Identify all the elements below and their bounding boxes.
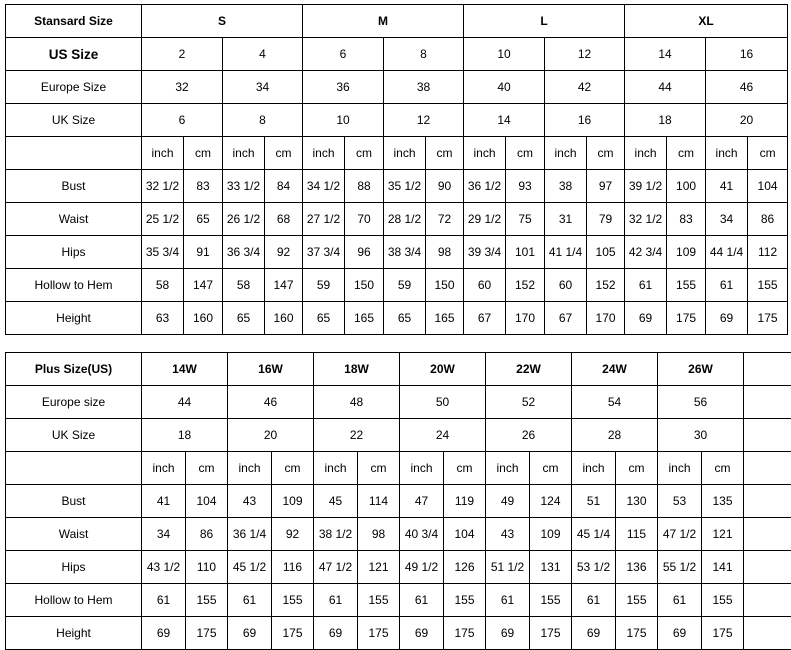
empty-cell xyxy=(744,386,791,419)
cell: 97 xyxy=(587,170,625,203)
standard-size-table xyxy=(5,4,788,335)
cell: 155 xyxy=(748,269,788,302)
table-row xyxy=(6,386,791,419)
cell: 50 xyxy=(400,386,486,419)
table-row xyxy=(6,353,791,386)
cell: 155 xyxy=(530,584,572,617)
cell: 36 1/2 xyxy=(464,170,506,203)
cell: 175 xyxy=(272,617,314,650)
unit-cm: cm xyxy=(748,137,788,170)
cell: 44 xyxy=(142,386,228,419)
cell: 61 xyxy=(706,269,748,302)
unit-cm: cm xyxy=(616,452,658,485)
empty-cell xyxy=(744,419,791,452)
cell: 27 1/2 xyxy=(303,203,345,236)
cell: 116 xyxy=(272,551,314,584)
cell: 69 xyxy=(142,617,186,650)
cell: 40 xyxy=(464,71,545,104)
cell: 155 xyxy=(444,584,486,617)
unit-inch: inch xyxy=(572,452,616,485)
cell: 60 xyxy=(464,269,506,302)
unit-inch: inch xyxy=(142,137,184,170)
table-row xyxy=(6,419,791,452)
unit-inch: inch xyxy=(142,452,186,485)
cell: 2 xyxy=(142,38,223,71)
table-row xyxy=(6,269,788,302)
cell: 44 xyxy=(625,71,706,104)
unit-inch: inch xyxy=(228,452,272,485)
cell: 34 xyxy=(142,518,186,551)
cell: 69 xyxy=(400,617,444,650)
cell: 98 xyxy=(358,518,400,551)
table-row xyxy=(6,617,791,650)
cell: 29 1/2 xyxy=(464,203,506,236)
cell: 124 xyxy=(530,485,572,518)
table-row xyxy=(6,203,788,236)
row-label-waist: Waist xyxy=(6,203,142,236)
cell: 165 xyxy=(345,302,384,335)
unit-cm: cm xyxy=(186,452,228,485)
row-label-waist: Waist xyxy=(6,518,142,551)
cell: 175 xyxy=(530,617,572,650)
group-header-14w: 14W xyxy=(142,353,228,386)
unit-row xyxy=(6,452,791,485)
cell: 61 xyxy=(625,269,667,302)
cell: 37 3/4 xyxy=(303,236,345,269)
cell: 147 xyxy=(184,269,223,302)
cell: 175 xyxy=(748,302,788,335)
cell: 47 1/2 xyxy=(314,551,358,584)
plus-title: Plus Size(US) xyxy=(6,353,142,386)
cell: 16 xyxy=(545,104,625,137)
cell: 69 xyxy=(625,302,667,335)
cell: 42 3/4 xyxy=(625,236,667,269)
cell: 160 xyxy=(265,302,303,335)
cell: 72 xyxy=(426,203,464,236)
cell: 42 xyxy=(545,71,625,104)
cell: 155 xyxy=(272,584,314,617)
cell: 65 xyxy=(303,302,345,335)
cell: 91 xyxy=(184,236,223,269)
cell: 51 1/2 xyxy=(486,551,530,584)
cell: 33 1/2 xyxy=(223,170,265,203)
cell: 61 xyxy=(314,584,358,617)
cell: 69 xyxy=(228,617,272,650)
cell: 30 xyxy=(658,419,744,452)
cell: 105 xyxy=(587,236,625,269)
cell: 69 xyxy=(572,617,616,650)
cell: 10 xyxy=(464,38,545,71)
cell: 22 xyxy=(314,419,400,452)
empty-cell xyxy=(744,485,791,518)
cell: 14 xyxy=(625,38,706,71)
cell: 20 xyxy=(228,419,314,452)
cell: 65 xyxy=(223,302,265,335)
cell: 141 xyxy=(702,551,744,584)
table-row xyxy=(6,5,788,38)
group-header-m: M xyxy=(303,5,464,38)
group-header-20w: 20W xyxy=(400,353,486,386)
cell: 52 xyxy=(486,386,572,419)
cell: 59 xyxy=(303,269,345,302)
table-row xyxy=(6,551,791,584)
cell: 54 xyxy=(572,386,658,419)
cell: 135 xyxy=(702,485,744,518)
unit-cm: cm xyxy=(530,452,572,485)
cell: 43 xyxy=(486,518,530,551)
cell: 136 xyxy=(616,551,658,584)
cell: 61 xyxy=(486,584,530,617)
empty-cell xyxy=(6,452,142,485)
cell: 35 1/2 xyxy=(384,170,426,203)
cell: 65 xyxy=(184,203,223,236)
row-label-hips: Hips xyxy=(6,551,142,584)
cell: 155 xyxy=(702,584,744,617)
cell: 61 xyxy=(142,584,186,617)
cell: 46 xyxy=(228,386,314,419)
cell: 38 1/2 xyxy=(314,518,358,551)
cell: 109 xyxy=(530,518,572,551)
cell: 92 xyxy=(265,236,303,269)
unit-inch: inch xyxy=(706,137,748,170)
cell: 69 xyxy=(314,617,358,650)
unit-cm: cm xyxy=(265,137,303,170)
cell: 10 xyxy=(303,104,384,137)
unit-inch: inch xyxy=(223,137,265,170)
cell: 49 xyxy=(486,485,530,518)
row-label-hollow-to-hem: Hollow to Hem xyxy=(6,269,142,302)
cell: 39 1/2 xyxy=(625,170,667,203)
cell: 104 xyxy=(186,485,228,518)
cell: 83 xyxy=(667,203,706,236)
cell: 36 3/4 xyxy=(223,236,265,269)
cell: 45 1/2 xyxy=(228,551,272,584)
cell: 131 xyxy=(530,551,572,584)
cell: 115 xyxy=(616,518,658,551)
table-row xyxy=(6,584,791,617)
cell: 84 xyxy=(265,170,303,203)
unit-inch: inch xyxy=(545,137,587,170)
cell: 150 xyxy=(426,269,464,302)
cell: 14 xyxy=(464,104,545,137)
unit-inch: inch xyxy=(314,452,358,485)
row-label-europe-size: Europe size xyxy=(6,386,142,419)
row-label-hollow-to-hem: Hollow to Hem xyxy=(6,584,142,617)
cell: 41 1/4 xyxy=(545,236,587,269)
cell: 70 xyxy=(345,203,384,236)
cell: 43 1/2 xyxy=(142,551,186,584)
cell: 90 xyxy=(426,170,464,203)
cell: 98 xyxy=(426,236,464,269)
unit-cm: cm xyxy=(702,452,744,485)
table-row xyxy=(6,518,791,551)
cell: 155 xyxy=(616,584,658,617)
cell: 8 xyxy=(384,38,464,71)
row-label-uk-size: UK Size xyxy=(6,419,142,452)
table-row xyxy=(6,104,788,137)
cell: 16 xyxy=(706,38,788,71)
cell: 65 xyxy=(384,302,426,335)
cell: 34 xyxy=(706,203,748,236)
cell: 8 xyxy=(223,104,303,137)
cell: 31 xyxy=(545,203,587,236)
row-label-height: Height xyxy=(6,302,142,335)
group-header-24w: 24W xyxy=(572,353,658,386)
cell: 38 3/4 xyxy=(384,236,426,269)
cell: 79 xyxy=(587,203,625,236)
unit-inch: inch xyxy=(303,137,345,170)
cell: 45 1/4 xyxy=(572,518,616,551)
plus-size-table xyxy=(5,352,791,650)
cell: 40 3/4 xyxy=(400,518,444,551)
row-label-us-size: US Size xyxy=(6,38,142,71)
cell: 175 xyxy=(444,617,486,650)
row-label-bust: Bust xyxy=(6,170,142,203)
cell: 109 xyxy=(667,236,706,269)
group-header-18w: 18W xyxy=(314,353,400,386)
cell: 44 1/4 xyxy=(706,236,748,269)
cell: 53 1/2 xyxy=(572,551,616,584)
cell: 86 xyxy=(748,203,788,236)
cell: 170 xyxy=(587,302,625,335)
cell: 104 xyxy=(444,518,486,551)
group-header-22w: 22W xyxy=(486,353,572,386)
group-header-16w: 16W xyxy=(228,353,314,386)
cell: 93 xyxy=(506,170,545,203)
row-label-uk-size: UK Size xyxy=(6,104,142,137)
cell: 6 xyxy=(303,38,384,71)
cell: 53 xyxy=(658,485,702,518)
empty-cell xyxy=(6,137,142,170)
cell: 12 xyxy=(545,38,625,71)
cell: 75 xyxy=(506,203,545,236)
cell: 56 xyxy=(658,386,744,419)
cell: 20 xyxy=(706,104,788,137)
row-label-hips: Hips xyxy=(6,236,142,269)
cell: 68 xyxy=(265,203,303,236)
cell: 152 xyxy=(587,269,625,302)
table-row xyxy=(6,170,788,203)
table-row xyxy=(6,485,791,518)
cell: 26 1/2 xyxy=(223,203,265,236)
cell: 155 xyxy=(186,584,228,617)
cell: 150 xyxy=(345,269,384,302)
cell: 58 xyxy=(142,269,184,302)
cell: 34 1/2 xyxy=(303,170,345,203)
cell: 88 xyxy=(345,170,384,203)
empty-cell xyxy=(744,551,791,584)
cell: 4 xyxy=(223,38,303,71)
empty-cell xyxy=(744,353,791,386)
unit-inch: inch xyxy=(625,137,667,170)
unit-cm: cm xyxy=(444,452,486,485)
unit-cm: cm xyxy=(587,137,625,170)
cell: 32 1/2 xyxy=(625,203,667,236)
cell: 61 xyxy=(572,584,616,617)
unit-cm: cm xyxy=(358,452,400,485)
unit-cm: cm xyxy=(667,137,706,170)
cell: 92 xyxy=(272,518,314,551)
cell: 96 xyxy=(345,236,384,269)
cell: 121 xyxy=(702,518,744,551)
cell: 25 1/2 xyxy=(142,203,184,236)
cell: 104 xyxy=(748,170,788,203)
group-header-s: S xyxy=(142,5,303,38)
cell: 38 xyxy=(384,71,464,104)
unit-inch: inch xyxy=(384,137,426,170)
cell: 32 xyxy=(142,71,223,104)
cell: 24 xyxy=(400,419,486,452)
unit-cm: cm xyxy=(272,452,314,485)
unit-inch: inch xyxy=(486,452,530,485)
cell: 49 1/2 xyxy=(400,551,444,584)
cell: 130 xyxy=(616,485,658,518)
cell: 69 xyxy=(486,617,530,650)
cell: 121 xyxy=(358,551,400,584)
empty-cell xyxy=(744,452,791,485)
group-header-l: L xyxy=(464,5,625,38)
cell: 86 xyxy=(186,518,228,551)
cell: 41 xyxy=(706,170,748,203)
unit-cm: cm xyxy=(506,137,545,170)
table-row xyxy=(6,38,788,71)
cell: 175 xyxy=(616,617,658,650)
cell: 39 3/4 xyxy=(464,236,506,269)
cell: 61 xyxy=(658,584,702,617)
cell: 112 xyxy=(748,236,788,269)
cell: 26 xyxy=(486,419,572,452)
cell: 55 1/2 xyxy=(658,551,702,584)
cell: 147 xyxy=(265,269,303,302)
empty-cell xyxy=(744,617,791,650)
cell: 59 xyxy=(384,269,426,302)
standard-title: Stansard Size xyxy=(6,5,142,38)
cell: 61 xyxy=(400,584,444,617)
cell: 28 xyxy=(572,419,658,452)
cell: 35 3/4 xyxy=(142,236,184,269)
cell: 101 xyxy=(506,236,545,269)
unit-cm: cm xyxy=(426,137,464,170)
cell: 170 xyxy=(506,302,545,335)
empty-cell xyxy=(744,584,791,617)
cell: 18 xyxy=(625,104,706,137)
unit-cm: cm xyxy=(345,137,384,170)
cell: 12 xyxy=(384,104,464,137)
cell: 175 xyxy=(358,617,400,650)
cell: 45 xyxy=(314,485,358,518)
cell: 46 xyxy=(706,71,788,104)
cell: 63 xyxy=(142,302,184,335)
unit-row xyxy=(6,137,788,170)
table-row xyxy=(6,302,788,335)
cell: 32 1/2 xyxy=(142,170,184,203)
table-row xyxy=(6,71,788,104)
cell: 36 1/4 xyxy=(228,518,272,551)
unit-inch: inch xyxy=(400,452,444,485)
cell: 61 xyxy=(228,584,272,617)
cell: 6 xyxy=(142,104,223,137)
cell: 109 xyxy=(272,485,314,518)
cell: 155 xyxy=(667,269,706,302)
row-label-height: Height xyxy=(6,617,142,650)
cell: 51 xyxy=(572,485,616,518)
cell: 43 xyxy=(228,485,272,518)
cell: 69 xyxy=(706,302,748,335)
cell: 175 xyxy=(702,617,744,650)
group-header-26w: 26W xyxy=(658,353,744,386)
cell: 165 xyxy=(426,302,464,335)
cell: 67 xyxy=(545,302,587,335)
cell: 28 1/2 xyxy=(384,203,426,236)
cell: 160 xyxy=(184,302,223,335)
row-label-europe-size: Europe Size xyxy=(6,71,142,104)
row-label-bust: Bust xyxy=(6,485,142,518)
unit-inch: inch xyxy=(658,452,702,485)
table-row xyxy=(6,236,788,269)
group-header-xl: XL xyxy=(625,5,788,38)
cell: 41 xyxy=(142,485,186,518)
cell: 18 xyxy=(142,419,228,452)
cell: 152 xyxy=(506,269,545,302)
cell: 110 xyxy=(186,551,228,584)
unit-inch: inch xyxy=(464,137,506,170)
cell: 60 xyxy=(545,269,587,302)
cell: 38 xyxy=(545,170,587,203)
cell: 58 xyxy=(223,269,265,302)
cell: 175 xyxy=(667,302,706,335)
cell: 47 1/2 xyxy=(658,518,702,551)
cell: 48 xyxy=(314,386,400,419)
cell: 69 xyxy=(658,617,702,650)
cell: 175 xyxy=(186,617,228,650)
cell: 100 xyxy=(667,170,706,203)
empty-cell xyxy=(744,518,791,551)
cell: 119 xyxy=(444,485,486,518)
cell: 114 xyxy=(358,485,400,518)
unit-cm: cm xyxy=(184,137,223,170)
cell: 155 xyxy=(358,584,400,617)
cell: 47 xyxy=(400,485,444,518)
cell: 36 xyxy=(303,71,384,104)
cell: 126 xyxy=(444,551,486,584)
cell: 83 xyxy=(184,170,223,203)
cell: 34 xyxy=(223,71,303,104)
cell: 67 xyxy=(464,302,506,335)
